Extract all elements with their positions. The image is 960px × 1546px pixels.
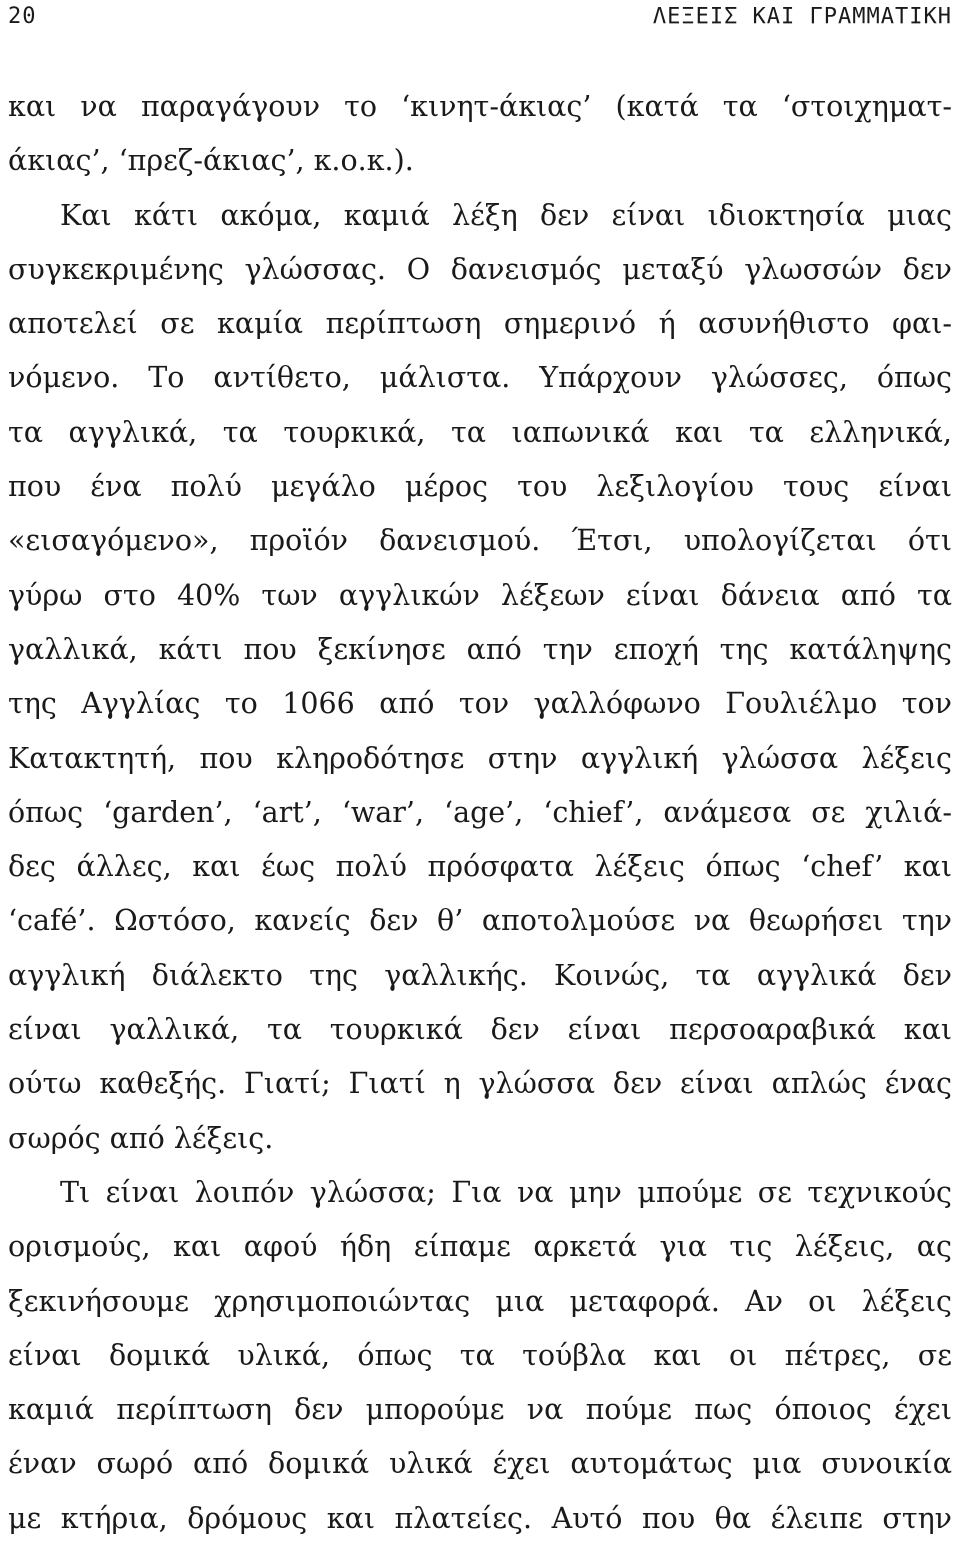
text-line: συγκεκριμένης γλώσσας. Ο δανεισμός μεταξύ γλωσσών δεν <box>8 252 952 286</box>
text-line: είναι γαλλικά, τα τουρκικά δεν είναι περσοαραβικά και <box>8 1013 952 1047</box>
text-line: ξεκινήσουμε χρησιμοποιώντας μια μεταφορά. Αν οι λέξεις <box>8 1284 952 1318</box>
text-line: «εισαγόμενο», προϊόν δανεισμού. Έτσι, υπολογίζεται ότι <box>8 524 952 558</box>
text-line: όπως ‘garden’, ‘art’, ‘war’, ‘age’, ‘chief’, ανάμεσα σε χιλιά- <box>8 795 952 829</box>
running-header <box>8 4 952 34</box>
text-line: σωρός από λέξεις. <box>8 1121 274 1155</box>
text-line: δες άλλες, και έως πολύ πρόσφατα λέξεις όπως ‘chef’ και <box>8 850 952 884</box>
text-line: έναν σωρό από δομικά υλικά έχει αυτομάτως μια συνοικία <box>8 1447 952 1481</box>
text-line: Κατακτητή, που κληροδότησε στην αγγλική γλώσσα λέξεις <box>8 741 952 775</box>
text-line: γαλλικά, κάτι που ξεκίνησε από την εποχή της κατάληψης <box>8 632 952 666</box>
text-line: είναι δομικά υλικά, όπως τα τούβλα και οι πέτρες, σε <box>8 1338 952 1372</box>
text-line: τα αγγλικά, τα τουρκικά, τα ιαπωνικά και τα ελληνικά, <box>8 415 952 449</box>
text-line: καμιά περίπτωση δεν μπορούμε να πούμε πως όποιος έχει <box>8 1393 952 1427</box>
text-line: ‘café’. Ωστόσο, κανείς δεν θ’ αποτολμούσε να θεωρήσει την <box>8 904 952 938</box>
text-line: ούτω καθεξής. Γιατί; Γιατί η γλώσσα δεν είναι απλώς ένας <box>8 1067 952 1101</box>
text-line: ορισμούς, και αφού ήδη είπαμε αρκετά για τις λέξεις, ας <box>8 1230 952 1264</box>
text-line: που ένα πολύ μεγάλο μέρος του λεξιλογίου τους είναι <box>8 470 952 504</box>
text-line: της Αγγλίας το 1066 από τον γαλλόφωνο Γουλιέλμο τον <box>8 687 952 721</box>
page-number: 20 <box>8 4 37 29</box>
text-line: γύρω στο 40% των αγγλικών λέξεων είναι δάνεια από τα <box>8 578 952 612</box>
text-line: και να παραγάγουν το ‘κινητ-άκιας’ (κατά τα ‘στοιχηματ- <box>8 90 952 123</box>
text-line: άκιας’, ‘πρεζ-άκιας’, κ.ο.κ.). <box>8 144 414 178</box>
text-line: με κτήρια, δρόμους και πλατείες. Αυτό που θα έλειπε στην <box>8 1501 952 1535</box>
body-text <box>8 80 952 1546</box>
running-title: ΛΕΞΕΙΣ ΚΑΙ ΓΡΑΜΜΑΤΙΚΗ <box>652 4 952 29</box>
text-line: αποτελεί σε καμία περίπτωση σημερινό ή ασυνήθιστο φαι- <box>8 307 952 341</box>
text-line: νόμενο. Το αντίθετο, μάλιστα. Υπάρχουν γλώσσες, όπως <box>8 361 952 395</box>
text-line: αγγλική διάλεκτο της γαλλικής. Κοινώς, τα αγγλικά δεν <box>8 958 952 992</box>
paragraph-first-line: Τι είναι λοιπόν γλώσσα; Για να μην μπούμε σε τεχνικούς <box>60 1175 952 1209</box>
paragraph-first-line: Και κάτι ακόμα, καμιά λέξη δεν είναι ιδιοκτησία μιας <box>60 198 952 232</box>
